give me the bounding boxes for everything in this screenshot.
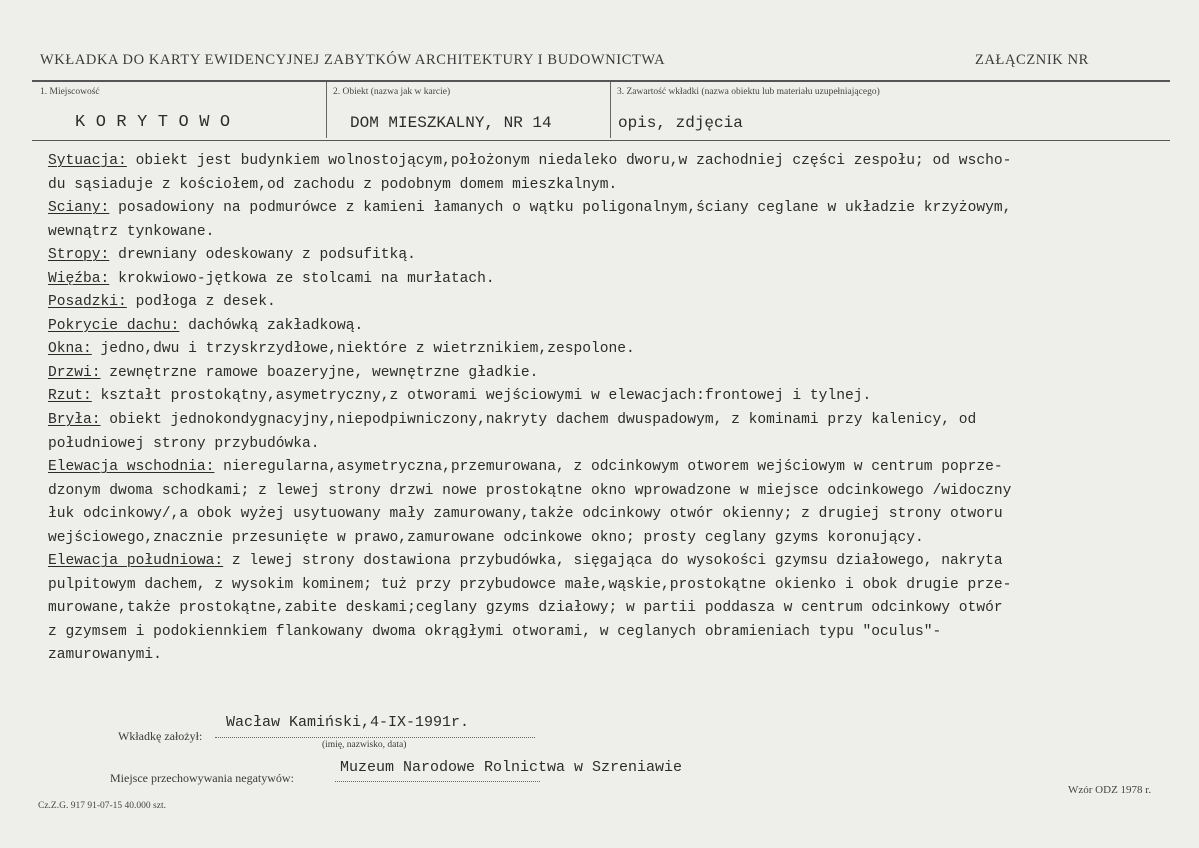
section-text: murowane,także prostokątne,zabite deskami;ceglany gzyms działowy; w partii poddasza w centrum odcinkowy otwór	[48, 600, 1003, 617]
description-line	[48, 527, 1193, 551]
section-label: Sciany:	[48, 200, 110, 217]
print-code: Cz.Z.G. 917 91-07-15 40.000 szt.	[38, 801, 166, 811]
founder-value: Wacław Kamiński,4-IX-1991r.	[226, 714, 470, 731]
description-line	[48, 550, 1193, 574]
founder-hint: (imię, nazwisko, data)	[322, 740, 407, 750]
section-label: Sytuacja:	[48, 153, 127, 169]
object-label: 2. Obiekt (nazwa jak w karcie)	[333, 87, 451, 97]
section-text: nieregularna,asymetryczna,przemurowana, z odcinkowym otworem wejściowym w centrum poprze-	[214, 459, 1003, 476]
description-line	[48, 480, 1193, 504]
section-label: Posadzki:	[48, 294, 127, 311]
locality-label: 1. Miejscowość	[40, 87, 100, 97]
section-text: z lewej strony dostawiona przybudówka, sięgająca do wysokości gzymsu działowego, nakryta	[223, 553, 1003, 570]
description-line	[48, 174, 1193, 198]
section-label: Elewacja wschodnia:	[48, 459, 215, 476]
section-text: łuk odcinkowy/,a obok wyżej usytuowany mały zamurowany,także odcinkowy otwór okienny; z drugiej strony otworu	[48, 506, 1003, 523]
section-text: z gzymsem i podokiennkiem flankowany dwoma okrągłymi otworami, w ceglanych obramieniach typu "oculus"-	[48, 623, 942, 640]
section-text: obiekt jest budynkiem wolnostojącym,położonym niedaleko dworu,w zachodniej części zespołu; od wscho-	[126, 153, 1012, 169]
description-line	[48, 621, 1193, 645]
content-value: opis, zdjęcia	[618, 114, 743, 132]
fields-rule	[32, 140, 1170, 141]
description-line	[48, 338, 1193, 362]
description-line	[48, 221, 1193, 245]
section-label: Bryła:	[48, 412, 101, 429]
section-text: du sąsiaduje z kościołem,od zachodu z podobnym domem mieszkalnym.	[48, 176, 618, 193]
storage-dotted-line	[335, 781, 540, 782]
section-text: wejściowego,znacznie przesunięte w prawo,zamurowane odcinkowe okno; prosty ceglany gzyms koronujący.	[48, 529, 924, 546]
form-model: Wzór ODZ 1978 r.	[1068, 784, 1152, 796]
section-text: drewniany odeskowany z podsufitką.	[109, 247, 416, 264]
description-line	[48, 150, 1193, 174]
section-label: Stropy:	[48, 247, 110, 264]
description-line	[48, 456, 1193, 480]
section-label: Okna:	[48, 341, 92, 358]
section-text: dachówką zakładkową.	[179, 317, 364, 334]
description-line	[48, 362, 1193, 386]
section-text: pulpitowym dachem, z wysokim kominem; tuż przy przybudowce małe,wąskie,prostokątne okienko i obok drugie prze-	[48, 576, 1012, 593]
object-value: DOM MIESZKALNY, NR 14	[350, 114, 552, 132]
content-label: 3. Zawartość wkładki (nazwa obiektu lub materiału uzupełniającego)	[617, 87, 880, 97]
description-line	[48, 644, 1193, 668]
section-label: Drzwi:	[48, 364, 101, 381]
description-line	[48, 315, 1193, 339]
founder-dotted-line	[215, 737, 535, 738]
description-line	[48, 385, 1193, 409]
section-text: wewnątrz tynkowane.	[48, 223, 215, 240]
form-title: WKŁADKA DO KARTY EWIDENCYJNEJ ZABYTKÓW ARCHITEKTURY I BUDOWNICTWA	[40, 52, 666, 68]
description-line	[48, 197, 1193, 221]
storage-label: Miejsce przechowywania negatywów:	[110, 771, 294, 785]
header-rule	[32, 80, 1170, 82]
section-text: zamurowanymi.	[48, 647, 162, 664]
section-text: podłoga z desek.	[126, 294, 276, 311]
section-label: Rzut:	[48, 388, 92, 405]
description-line	[48, 268, 1193, 292]
description-line	[48, 244, 1193, 268]
description-body	[48, 150, 1193, 668]
description-line	[48, 597, 1193, 621]
section-text: kształt prostokątny,asymetryczny,z otworami wejściowymi w elewacjach:frontowej i tylnej.	[91, 388, 872, 405]
section-text: jedno,dwu i trzyskrzydłowe,niektóre z wietrznikiem,zespolone.	[91, 341, 635, 358]
section-text: dzonym dwoma schodkami; z lewej strony drzwi nowe prostokątne okno wprowadzone w miejsce odcinkowego /widoczny	[48, 482, 1012, 499]
section-label: Elewacja południowa:	[48, 553, 224, 570]
description-line	[48, 291, 1193, 315]
description-line	[48, 433, 1193, 457]
description-line	[48, 503, 1193, 527]
description-line	[48, 409, 1193, 433]
storage-value: Muzeum Narodowe Rolnictwa w Szreniawie	[340, 759, 683, 776]
field-divider	[326, 82, 327, 138]
section-text: obiekt jednokondygnacyjny,niepodpiwniczony,nakryty dachem dwuspadowym, z kominami przy kalenicy, od	[100, 412, 977, 429]
section-text: zewnętrzne ramowe boazeryjne, wewnętrzne gładkie.	[100, 364, 539, 381]
founder-label: Wkładkę założył:	[118, 729, 203, 743]
section-text: krokwiowo-jętkowa ze stolcami na murłatach.	[109, 270, 495, 287]
section-label: Pokrycie dachu:	[48, 317, 180, 334]
field-divider	[610, 82, 611, 138]
locality-value: KORYTOWO	[75, 113, 241, 132]
section-text: posadowiony na podmurówce z kamieni łamanych o wątku poligonalnym,ściany ceglane w układzie krzyżowym,	[109, 200, 1012, 217]
annex-label: ZAŁĄCZNIK NR	[975, 52, 1089, 68]
section-text: południowej strony przybudówka.	[48, 435, 320, 452]
section-label: Więźba:	[48, 270, 110, 287]
description-line	[48, 574, 1193, 598]
